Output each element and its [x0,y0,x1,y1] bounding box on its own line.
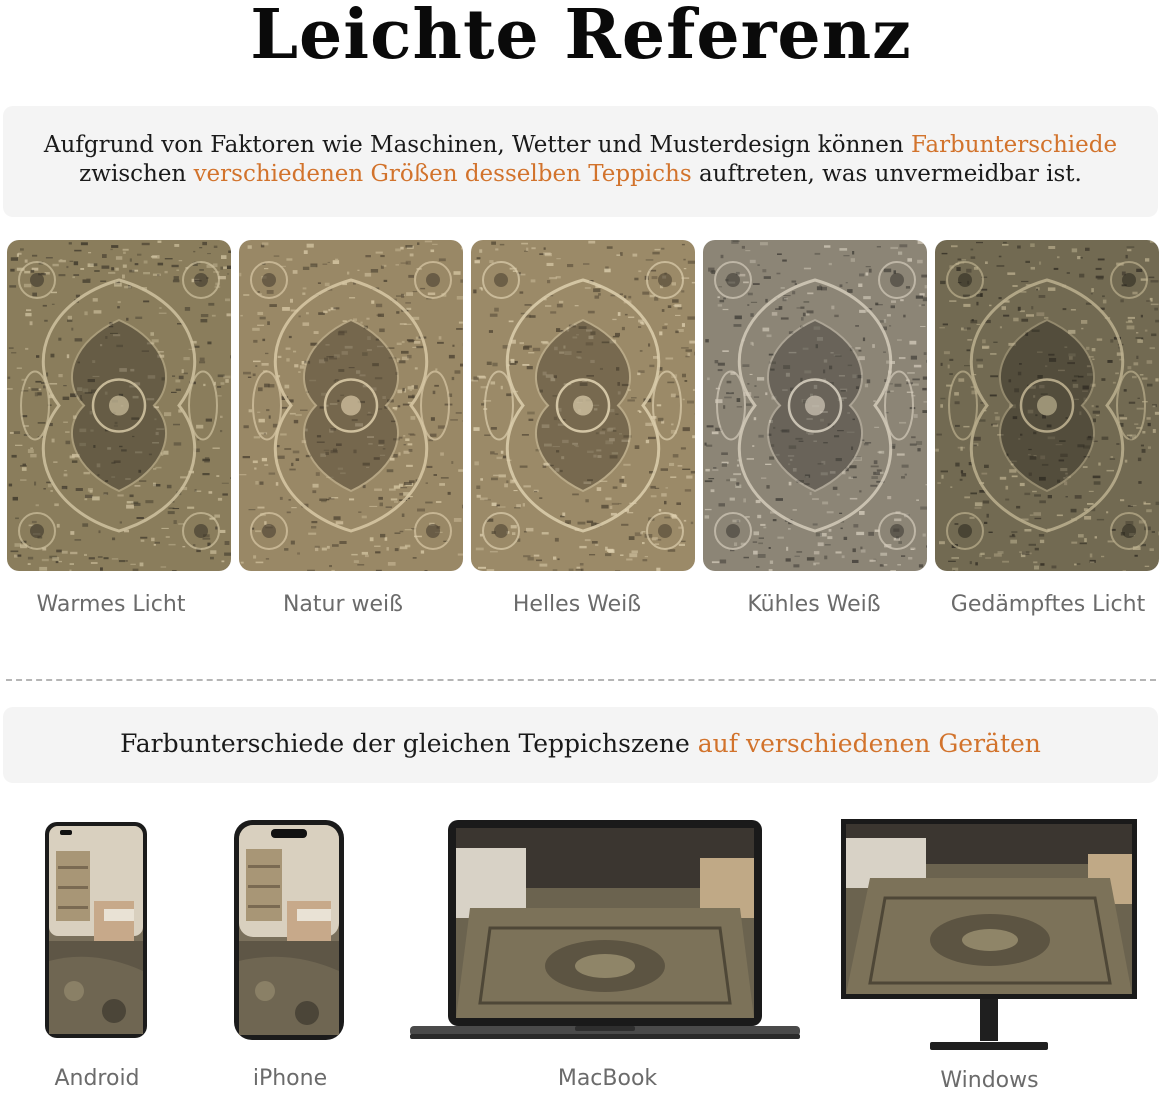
macbook-icon [410,818,800,1040]
notice-text [3,106,1158,217]
rug-swatch-dim [935,240,1159,571]
notice-line-2-pre: zwischen [79,161,194,187]
notice-line-1 [3,131,1158,160]
rug-label-dim: Gedämpftes Licht [950,592,1146,617]
devices-heading [3,726,1158,762]
device-label-windows: Windows [940,1068,1039,1093]
notice-line-1-text: Aufgrund von Faktoren wie Maschinen, Wetter und Musterdesign können [43,132,911,158]
rug-label-cool: Kühles Weiß [747,592,881,617]
rug-label-bright: Helles Weiß [512,592,642,617]
page-title: Leichte Referenz [250,0,912,75]
rug-swatch-warm [7,240,231,571]
rug-swatch-natural [239,240,463,571]
devices-heading-text: Farbunterschiede der gleichen Teppichszene [120,729,698,758]
notice-highlight-2: verschiedenen Größen desselben Teppichs [193,161,692,187]
notice-line-2-post: auftreten, was unvermeidbar ist. [691,161,1082,187]
android-phone-icon [44,821,148,1039]
device-label-macbook: MacBook [557,1066,658,1091]
rug-label-warm: Warmes Licht [36,592,186,617]
rug-label-natural: Natur weiß [282,592,404,617]
devices-heading-panel [3,707,1158,783]
windows-monitor-icon [840,818,1138,1054]
section-divider [6,679,1156,681]
iphone-icon [233,819,345,1041]
notice-highlight-1: Farbunterschiede [910,132,1118,158]
devices-heading-highlight: auf verschiedenen Geräten [697,729,1041,758]
rug-swatch-bright [471,240,695,571]
device-label-android: Android [54,1066,140,1091]
notice-line-2 [3,160,1158,189]
rug-swatch-cool [703,240,927,571]
device-label-iphone: iPhone [252,1066,328,1091]
